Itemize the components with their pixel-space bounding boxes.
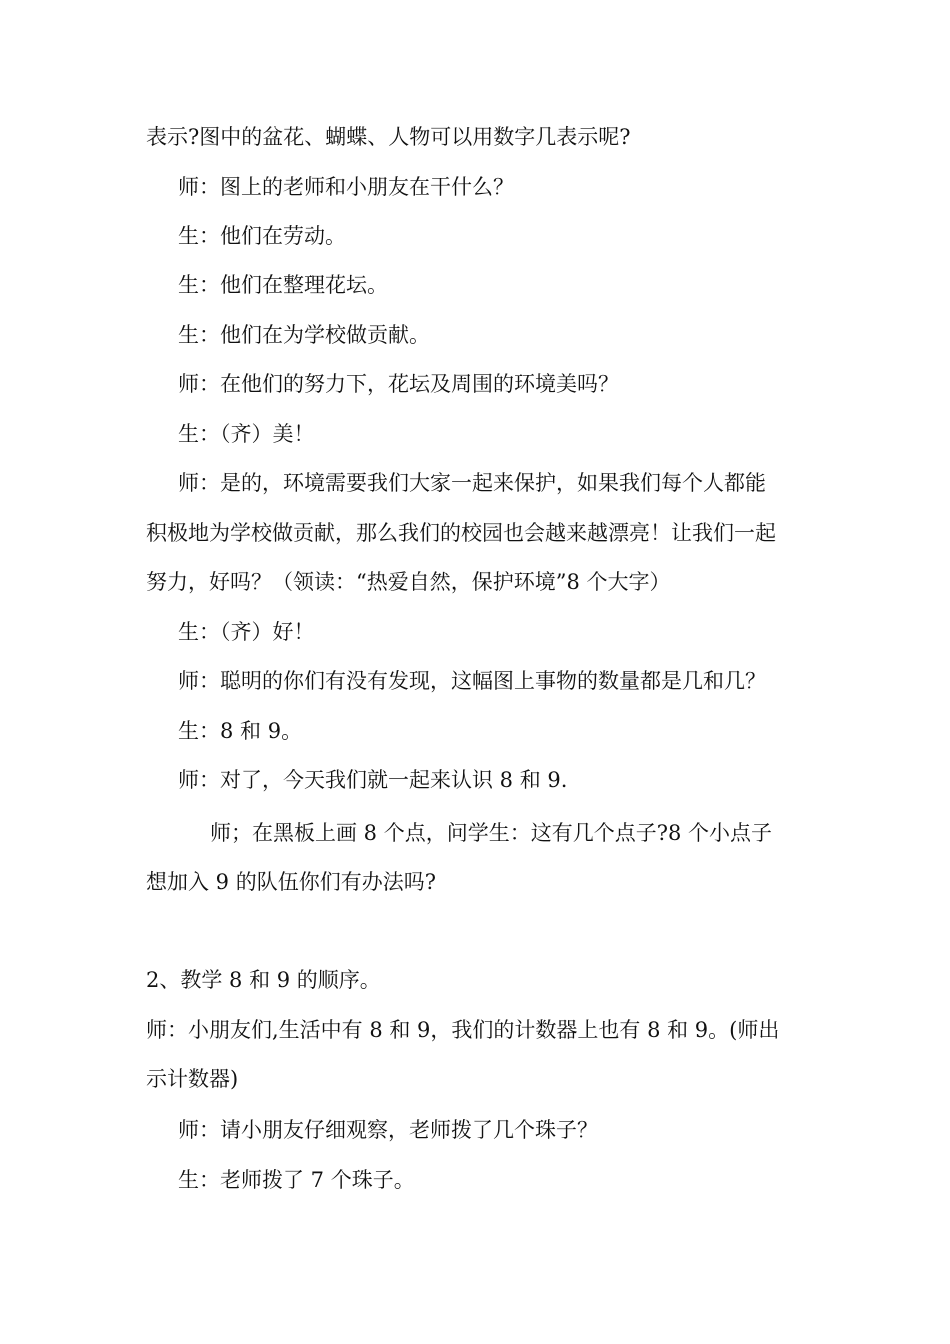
text-line: 师：请小朋友仔细观察，老师拨了几个珠子？ <box>178 1118 598 1142</box>
text-line: 师；在黑板上画 8 个点，问学生：这有几个点子?8 个小点子 <box>210 821 773 845</box>
text-line: 示计数器) <box>146 1067 239 1091</box>
text-line: 想加入 9 的队伍你们有办法吗? <box>146 870 436 894</box>
text-line: 师：图上的老师和小朋友在干什么？ <box>178 175 514 199</box>
text-line: 生：他们在为学校做贡献。 <box>178 323 430 347</box>
text-line: 努力，好吗？（领读：“热爱自然，保护环境”8 个大字） <box>146 570 671 594</box>
section-heading: 2、教学 8 和 9 的顺序。 <box>146 968 381 992</box>
text-line: 生：8 和 9。 <box>178 719 303 743</box>
text-line: 生：他们在整理花坛。 <box>178 273 388 297</box>
text-line: 生：（齐）美！ <box>178 422 315 446</box>
text-line: 师：对了，今天我们就一起来认识 8 和 9. <box>178 768 568 792</box>
text-line: 师：在他们的努力下，花坛及周围的环境美吗？ <box>178 372 619 396</box>
text-line: 生：他们在劳动。 <box>178 224 346 248</box>
text-line: 师：小朋友们,生活中有 8 和 9，我们的计数器上也有 8 和 9。(师出 <box>146 1018 780 1042</box>
text-line: 表示?图中的盆花、蝴蝶、人物可以用数字几表示呢? <box>146 125 631 149</box>
text-line: 生：（齐）好！ <box>178 620 315 644</box>
text-line: 生：老师拨了 7 个珠子。 <box>178 1168 415 1192</box>
text-line: 师：聪明的你们有没有发现，这幅图上事物的数量都是几和几？ <box>178 669 766 693</box>
text-line: 师：是的，环境需要我们大家一起来保护，如果我们每个人都能 <box>178 471 766 495</box>
text-line: 积极地为学校做贡献，那么我们的校园也会越来越漂亮！让我们一起 <box>146 521 776 545</box>
